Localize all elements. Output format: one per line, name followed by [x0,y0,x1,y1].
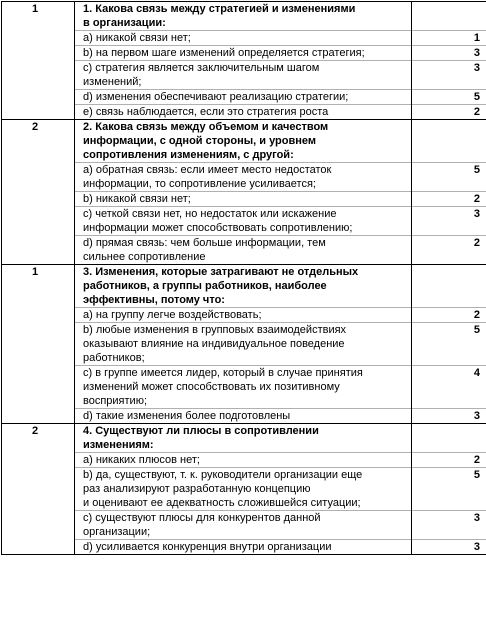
question-title-line: эффективны, потому что: [75,293,411,308]
score-spacer [412,16,486,31]
score-spacer [412,351,486,366]
question-row [2,2,486,120]
question-row [2,120,486,265]
answer-score: 5 [473,324,480,336]
answer-score: 5 [473,164,480,176]
question-title-line: сопротивления изменениям, с другой: [75,148,411,163]
question-weight-cell [2,2,75,120]
answer-option-line: сильнее сопротивление [83,251,206,263]
question-title-line: 3. Изменения, которые затрагивают не отдельных [83,266,359,278]
questionnaire-body [2,2,486,555]
score-spacer [412,75,486,90]
question-weight-cell [2,265,75,424]
score-spacer [412,424,486,438]
question-content-cell [75,120,412,265]
answer-option-line: работников; [75,351,411,366]
answer-score: 2 [412,192,486,207]
answer-option-line: d) изменения обеспечивают реализацию стратегии; [75,90,411,105]
answer-option-line: и оценивают ее адекватность сложившейся ситуации; [75,496,411,511]
answer-score: 5 [412,90,486,105]
answer-option-line: оказывают влияние на индивидуальное поведение [83,338,345,350]
questionnaire-table [1,1,486,555]
question-title-line: 2. Какова связь между объемом и качеством [83,121,329,133]
answer-option-line: d) такие изменения более подготовлены [83,410,291,422]
score-spacer [412,525,486,540]
question-weight: 1 [32,266,39,278]
answer-option-line: с) четкой связи нет, но недостаток или искажение [83,208,337,220]
answer-score: 3 [473,62,480,74]
answer-option-line: информации, то сопротивление усиливается; [75,177,411,192]
score-spacer [412,148,486,163]
answer-score: 3 [473,541,480,553]
answer-option-line: d) усиливается конкуренция внутри организации [83,541,332,553]
answer-option-line: с) стратегия является заключительным шагом [83,62,320,74]
question-title-line: информации, с одной стороны, и уровнем [83,135,317,147]
answer-option-line: е) связь наблюдается, если это стратегия роста [83,106,329,118]
answer-score: 5 [473,469,480,481]
question-title-line: в организации: [75,16,411,31]
answer-option-line: с) в группе имеется лидер, который в случае принятия [83,367,363,379]
score-spacer [412,250,486,264]
answer-option-line: раз анализируют разработанную концепцию [83,483,311,495]
answer-score: 2 [412,453,486,468]
score-spacer [412,2,486,16]
question-weight: 2 [32,425,39,437]
answer-score: 3 [473,512,480,524]
answer-option-line: с) существуют плюсы для конкурентов данной [83,512,321,524]
score-spacer [412,265,486,279]
answer-score: 3 [412,46,486,61]
question-row [2,424,486,555]
question-row [2,265,486,424]
answer-score: 2 [473,106,480,118]
answer-score: 3 [473,410,480,422]
question-weight: 1 [32,3,39,15]
score-spacer [412,496,486,511]
answer-score: 2 [473,237,480,249]
answer-option-line: b) никакой связи нет; [75,192,411,207]
answer-scores-cell [412,2,486,120]
score-spacer [412,279,486,293]
question-content-cell [75,265,412,424]
answer-scores-cell [412,120,486,265]
answer-option-line: изменений может способствовать их позитивному [83,381,340,393]
score-spacer [412,394,486,409]
answer-option-line: а) обратная связь: если имеет место недостаток [83,164,332,176]
question-title-line: 4. Существуют ли плюсы в сопротивлении [83,425,319,437]
answer-option-line: а) на группу легче воздействовать; [75,308,411,323]
answer-option-line: b) на первом шаге изменений определяется стратегия; [75,46,411,61]
question-content-cell [75,424,412,555]
answer-option-line: изменений; [75,75,411,90]
answer-option-line: информации может способствовать сопротивлению; [75,221,411,236]
score-spacer [412,482,486,496]
answer-option-line: d) прямая связь: чем больше информации, тем [83,237,326,249]
question-title-line: 1. Какова связь между стратегией и изменениями [83,3,356,15]
question-weight-cell [2,120,75,265]
score-spacer [412,120,486,134]
score-spacer [412,134,486,148]
question-content-cell [75,2,412,120]
score-spacer [412,438,486,453]
answer-option-line: а) никаких плюсов нет; [75,453,411,468]
answer-score: 1 [412,31,486,46]
answer-option-line: организации; [75,525,411,540]
question-title-line: изменениям: [75,438,411,453]
answer-option-line: восприятию; [75,394,411,409]
answer-score: 3 [473,208,480,220]
question-weight-cell [2,424,75,555]
score-spacer [412,177,486,192]
answer-option-line: b) да, существуют, т. к. руководители организации еще [83,469,363,481]
question-weight: 2 [32,121,39,133]
answer-score: 2 [412,308,486,323]
score-spacer [412,293,486,308]
score-spacer [412,221,486,236]
answer-option-line: b) любые изменения в групповых взаимодействиях [83,324,347,336]
answer-scores-cell [412,265,486,424]
question-title-line: работников, а группы работников, наиболее [83,280,327,292]
answer-option-line: а) никакой связи нет; [75,31,411,46]
score-spacer [412,380,486,394]
answer-score: 4 [473,367,480,379]
score-spacer [412,337,486,351]
answer-scores-cell [412,424,486,555]
